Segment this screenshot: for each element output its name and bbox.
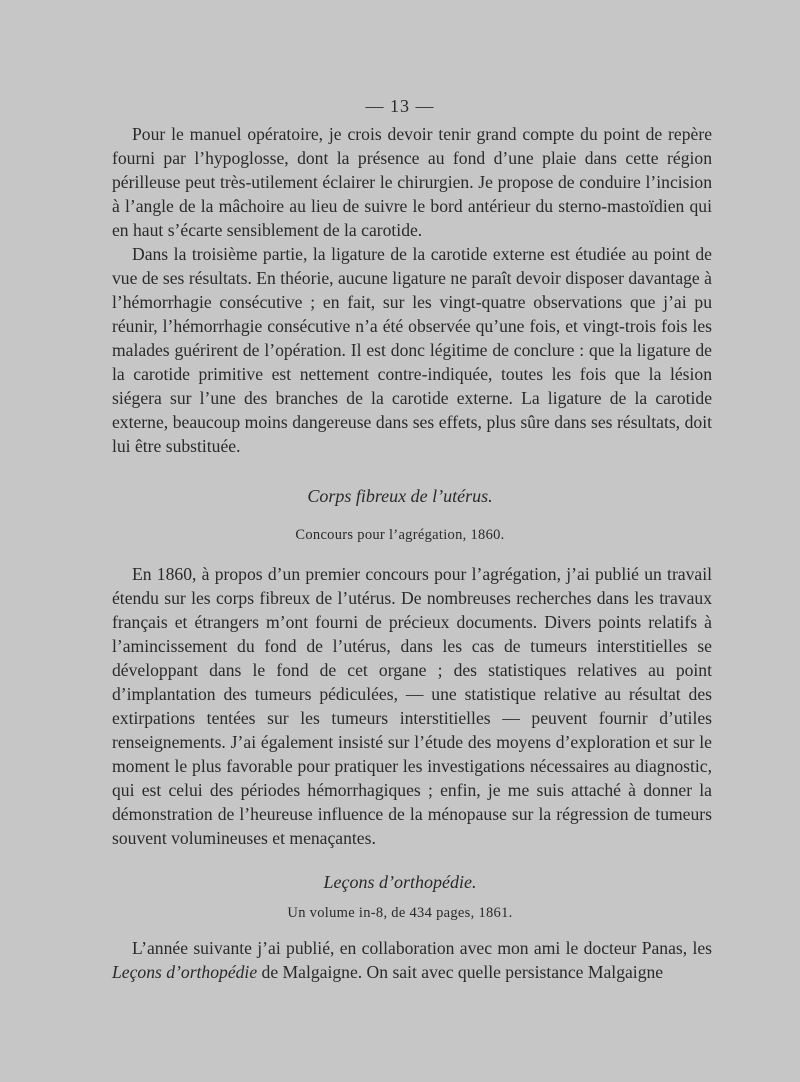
section-subtitle-concours: Concours pour l’agrégation, 1860.: [295, 527, 505, 543]
text-after-title: de Malgaigne. On sait avec quelle persistance Malgaigne: [257, 962, 664, 982]
text-before-title: L’année suivante j’ai publié, en collaboration avec mon ami le docteur Panas, les: [132, 938, 712, 958]
page-number: — 13 —: [365, 96, 435, 116]
section-title-corps-fibreux: Corps fibreux de l’utérus.: [307, 486, 493, 506]
book-title-italic: Leçons d’orthopédie: [112, 962, 258, 982]
paragraph-lecons-orthopedie: [112, 936, 712, 984]
section-subtitle-volume: Un volume in-8, de 434 pages, 1861.: [287, 905, 513, 921]
body-text-corps-fibreux: [112, 562, 712, 850]
body-text-lecons-orthopedie: [112, 936, 712, 984]
body-text-intro: [112, 122, 712, 458]
paragraph-corps-fibreux: En 1860, à propos d’un premier concours pour l’agrégation, j’ai publié un travail étendu sur les corps fibreux de l’utérus. De nombreuses recherches dans les travaux français et étrangers m’ont fourni de précieux documents. Divers points relatifs à l’amincissement du fond de l’utérus, dans les cas de tumeurs interstitielles se développant dans le fond de cet organe ; des statistiques relatives au point d’implantation des tumeurs pédiculées, — une statistique relative au résultat des extirpations tentées sur les tumeurs interstitielles — peuvent fournir d’utiles renseignements. J’ai également insisté sur l’étude des moyens d’exploration et sur le moment le plus favorable pour pratiquer les investigations nécessaires au diagnostic, qui est celui des périodes hémorrhagiques ; enfin, je me suis attaché à donner la démonstration de l’heureuse influence de la ménopause sur la régression de tumeurs souvent volumineuses et menaçantes.: [112, 564, 712, 848]
paragraph-third-part: Dans la troisième partie, la ligature de la carotide externe est étudiée au point de vue de ses résultats. En théorie, aucune ligature ne paraît devoir disposer davantage à l’hémorrhagie consécutive ; en fait, sur les vingt-quatre observations que j’ai pu réunir, l’hémorrhagie consécutive n’a été observée qu’une fois, et vingt-trois fois les malades guérirent de l’opération. Il est donc légitime de conclure : que la ligature de la carotide primitive est nettement contre-indiquée, toutes les fois que la lésion siégera sur l’une des branches de la carotide externe. La ligature de la carotide externe, beaucoup moins dangereuse dans ses effets, plus sûre dans ses résultats, doit lui être substituée.: [112, 244, 712, 456]
paragraph-operative-manual: Pour le manuel opératoire, je crois devoir tenir grand compte du point de repère fourni par l’hypoglosse, dont la présence au fond d’une plaie dans cette région périlleuse peut très-utilement éclairer le chirurgien. Je propose de conduire l’incision à l’angle de la mâchoire au lieu de suivre le bord antérieur du sterno-mastoïdien qui en haut s’écarte sensiblement de la carotide.: [112, 124, 712, 240]
section-title-lecons-orthopedie: Leçons d’orthopédie.: [323, 872, 477, 892]
